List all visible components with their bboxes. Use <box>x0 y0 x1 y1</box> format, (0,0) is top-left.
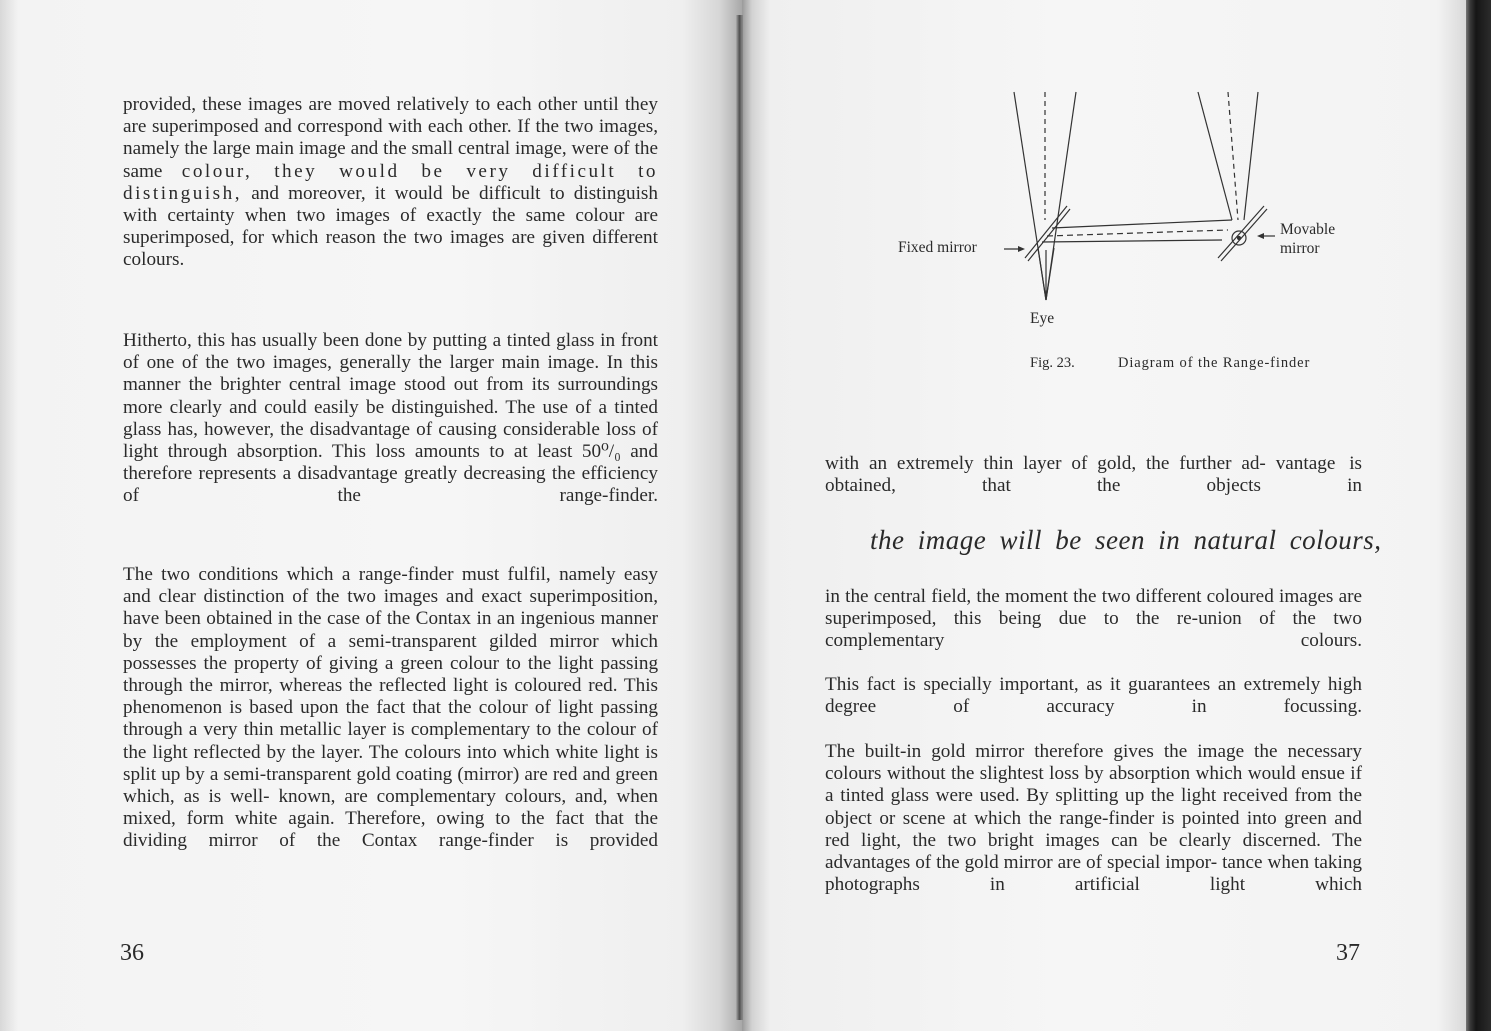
left-paragraph-1: provided, these images are moved relatively to each other until they are superimposed and correspond with each other. If the two images, namely the large main image and the small central image, were of the same colour, they would be very difficult to distinguish, and moreover, it would be difficult to distinguish with certainty when two images of exactly the same colour are superimposed, for which reason the two images are given different colours. <box>123 94 659 271</box>
right-cone-outer-right <box>1244 92 1258 220</box>
eye-ray-2 <box>1046 248 1054 300</box>
label-fixed-mirror: Fixed mirror <box>898 239 977 256</box>
label-movable-mirror-line2: mirror <box>1280 240 1320 257</box>
beam-top <box>1052 220 1232 228</box>
label-eye: Eye <box>1030 310 1055 327</box>
label-movable-mirror-line1: Movable <box>1280 221 1336 238</box>
beam-center-dashed <box>1047 230 1228 236</box>
figure-caption-text: Diagram of the Range-finder <box>1118 355 1311 371</box>
fixed-mirror-arrowhead <box>1018 246 1025 252</box>
page-number-right: 37 <box>1336 940 1360 966</box>
right-page <box>742 0 1466 1031</box>
movable-mirror-arrowhead <box>1257 233 1264 239</box>
left-paragraph-2: Hitherto, this has usually been done by putting a tinted glass in front of one of the two images, generally the larger main image. In this manner the brighter central image stood out from its surroundings more clearly and could easily be distinguished. The use of a tinted glass has, however, the disadvantage of causing considerable loss of light through absorption. This loss amounts to at least 50⁰/₀ and therefore represents a disadvantage greatly decreasing the efficiency of the range-finder. <box>123 330 659 507</box>
book-edge <box>1466 0 1491 1031</box>
right-cone-center-dashed <box>1228 92 1238 220</box>
book-spine-shadow <box>736 15 743 1020</box>
movable-mirror-a <box>1218 206 1264 258</box>
right-paragraph-2: in the central field, the moment the two different coloured images are superimposed, this being due to the re-union of the two complementary colours. <box>825 586 1362 652</box>
left-page <box>0 0 742 1031</box>
page-number-left: 36 <box>120 940 144 966</box>
emphasis-line: the image will be seen in natural colours, <box>870 525 1382 555</box>
fixed-mirror-b <box>1028 209 1070 261</box>
beam-bottom <box>1042 240 1222 242</box>
eye-ray-1 <box>1038 248 1046 300</box>
right-paragraph-1: with an extremely thin layer of gold, the further ad- vantage is obtained, that the objects in <box>825 453 1362 497</box>
range-finder-diagram <box>742 0 1466 360</box>
right-paragraph-4: The built-in gold mirror therefore gives the image the necessary colours without the slightest loss by absorption which would ensue if a tinted glass were used. By splitting up the light received from the object or scene at which the range-finder is pointed into green and red light, the two bright images can be clearly discerned. The advantages of the gold mirror are of special impor- tance when taking photographs in artificial light which <box>825 741 1363 896</box>
figure-caption-number: Fig. 23. <box>1030 355 1075 371</box>
right-paragraph-3: This fact is specially important, as it guarantees an extremely high degree of accuracy in focussing. <box>825 674 1363 718</box>
left-paragraph-3: The two conditions which a range-finder must fulfil, namely easy and clear distinction of the two images and exact superimposition, have been obtained in the case of the Contax in an ingenious manner by the employment of a semi-transparent gilded mirror which possesses the property of giving a green colour to the light passing through the mirror, whereas the reflected light is coloured red. This phenomenon is based upon the fact that the colour of light passing through a very thin metallic layer is complementary to the colour of the light reflected by the layer. The colours into which white light is split up by a semi-transparent gold coating (mirror) are red and green which, as is well- known, are complementary colours, and, when mixed, form white again. Therefore, owing to the fact that the dividing mirror of the Contax range-finder is provided <box>123 564 659 852</box>
right-cone-outer-left <box>1198 92 1232 220</box>
movable-mirror-pivot-center <box>1238 237 1241 240</box>
